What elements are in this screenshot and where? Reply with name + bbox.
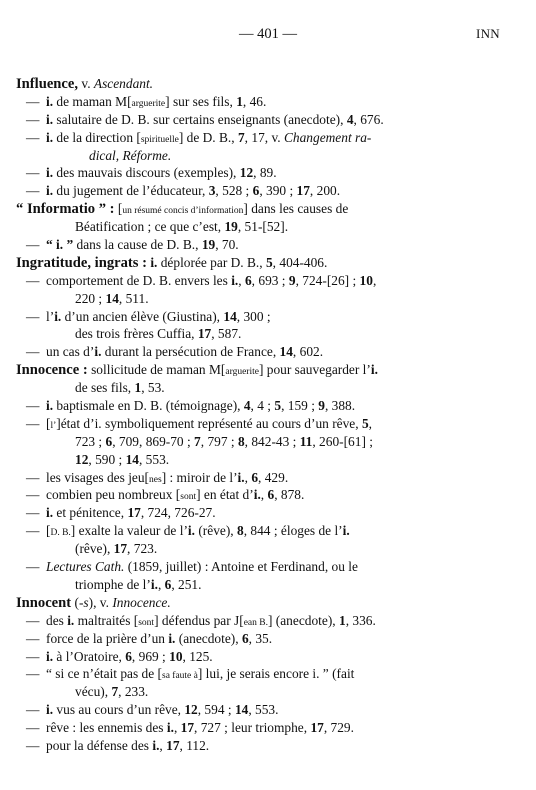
- bold-ref: 8: [237, 433, 245, 449]
- bold-ref: 7: [194, 433, 201, 449]
- entry-text: , 797 ;: [200, 433, 238, 449]
- entry-text: l’: [46, 308, 55, 324]
- editorial-insert: ean B.: [243, 617, 268, 628]
- bold-ref: 17: [197, 326, 212, 342]
- entry-text: ] exalte la valeur de l’: [70, 523, 188, 539]
- entry-text: pour la défense des: [46, 737, 153, 753]
- entry-text: ] : miroir de l’: [161, 469, 238, 485]
- bold-ref: 19: [224, 219, 238, 235]
- headword: Innocent: [16, 594, 72, 611]
- entry-text: ] en état d’: [196, 487, 254, 503]
- entry-text: des mauvais discours (exemples),: [53, 165, 240, 181]
- index-continuation-line: [16, 290, 496, 308]
- bold-ref: i.: [231, 272, 239, 288]
- entry-dash: —: [26, 666, 40, 682]
- bold-ref: 3: [208, 183, 216, 199]
- entry-text: , 336.: [345, 612, 376, 628]
- bold-ref: 6: [244, 272, 252, 288]
- entry-text: de maman M[: [53, 93, 132, 109]
- entry-text: , 553.: [248, 702, 279, 718]
- index-subentry-line: [16, 665, 496, 683]
- entry-text: ] (anecdote),: [267, 612, 339, 628]
- entry-text: , 390 ;: [259, 183, 297, 199]
- entry-text: du jugement de l’éducateur,: [53, 183, 209, 199]
- bold-ref: 6: [251, 469, 259, 485]
- entry-text: salutaire de D. B. sur certains enseignants (anecdote),: [53, 111, 347, 127]
- entry-text: ] lui, je serais encore i. ” (fait: [197, 666, 355, 682]
- entry-text: (rêve),: [75, 541, 114, 557]
- bold-ref: i.: [46, 93, 54, 109]
- entry-text: (-: [71, 594, 84, 610]
- index-subentry-line: [16, 415, 496, 433]
- entry-text: rêve : les ennemis des: [46, 720, 167, 736]
- entry-text: , 844 ; éloges de l’: [243, 523, 343, 539]
- index-subentry-line: [16, 111, 496, 129]
- entry-text: dans la cause de D. B.,: [73, 237, 202, 253]
- bold-ref: 17: [113, 541, 128, 557]
- entry-text: force de la prière d’un: [46, 630, 169, 646]
- index-subentry-line: [16, 129, 496, 147]
- bold-ref: i.: [253, 487, 261, 503]
- index-subentry-line: [16, 701, 496, 719]
- entry-text: , 602.: [292, 344, 324, 360]
- bold-ref: 12: [75, 451, 89, 467]
- italic-text: dical, Réforme.: [89, 147, 172, 163]
- bold-ref: 14: [223, 308, 237, 324]
- entry-text: , 251.: [171, 576, 202, 592]
- index-subentry-line: [16, 486, 496, 504]
- bold-ref: i.: [46, 398, 54, 414]
- entry-text: vus au cours d’un rêve,: [53, 702, 185, 718]
- bold-ref: i.: [370, 362, 378, 378]
- bold-ref: i.: [150, 254, 158, 270]
- bold-ref: 14: [234, 702, 249, 718]
- editorial-insert: D. B.: [50, 528, 71, 539]
- entry-text: , 594 ;: [197, 702, 235, 718]
- entry-text: , 388.: [324, 398, 356, 414]
- bold-ref: i.: [152, 737, 160, 753]
- entry-dash: —: [26, 630, 40, 646]
- entry-text: (anecdote),: [175, 630, 242, 646]
- entry-text: 220 ;: [75, 290, 106, 306]
- entry-dash: —: [26, 272, 40, 288]
- bold-ref: i.: [46, 183, 54, 199]
- entry-text: , 125.: [182, 648, 213, 664]
- headword: Influence,: [16, 76, 79, 92]
- entry-text: , 878.: [274, 487, 305, 503]
- italic-text: Ascendant.: [93, 76, 154, 91]
- bold-ref: 17: [127, 505, 141, 521]
- index-subentry-line: [16, 236, 496, 254]
- entry-text: , 842-43 ;: [244, 433, 300, 449]
- bold-ref: 6: [241, 630, 249, 646]
- entry-text: baptismale en D. B. (témoignage),: [53, 398, 244, 414]
- entry-text: ,: [260, 487, 268, 503]
- page-header: [0, 26, 536, 44]
- entry-text: , 528 ;: [215, 183, 253, 199]
- bold-ref: i.: [168, 630, 176, 646]
- entry-text: , 70.: [215, 237, 239, 253]
- index-subentry-line: [16, 648, 496, 666]
- entry-text: , 159 ;: [281, 398, 319, 414]
- entry-text: , 53.: [141, 380, 165, 396]
- entry-text: , 260-[61] ;: [312, 433, 373, 449]
- entry-text: , 4 ;: [250, 398, 275, 414]
- entry-text: ,: [173, 720, 181, 736]
- entry-text: [: [46, 415, 51, 431]
- entry-text: ] de D. B.,: [178, 129, 238, 145]
- entry-text: , 233.: [118, 684, 149, 700]
- bold-ref: i.: [187, 523, 195, 539]
- bold-ref: 1: [134, 380, 142, 396]
- entry-text: , 17, v.: [244, 129, 284, 145]
- entry-text: ] sur ses fils,: [165, 93, 237, 109]
- entry-text: ,: [157, 576, 165, 592]
- bold-ref: 14: [105, 290, 119, 306]
- entry-text: , 590 ;: [88, 451, 126, 467]
- entry-text: , 724, 726-27.: [140, 505, 216, 521]
- entry-dash: —: [26, 612, 40, 628]
- index-continuation-line: [16, 218, 496, 236]
- bold-ref: 4: [346, 111, 354, 127]
- bold-ref: 5: [361, 415, 369, 431]
- index-continuation-line: [16, 540, 496, 558]
- entry-text: ), v.: [88, 594, 113, 610]
- entry-dash: —: [26, 308, 40, 324]
- entry-text: , 724-[26] ;: [295, 272, 360, 288]
- entry-text: , 727 ; leur triomphe,: [194, 720, 311, 736]
- entry-dash: —: [26, 111, 40, 127]
- entry-dash: —: [26, 648, 40, 664]
- bold-ref: 6: [125, 648, 132, 664]
- bold-ref: 10: [169, 648, 183, 664]
- entry-text: de ses fils,: [75, 380, 135, 396]
- entry-dash: —: [26, 505, 40, 521]
- entry-dash: —: [26, 129, 40, 145]
- entry-text: , 51-[52].: [237, 219, 289, 235]
- index-continuation-line: [16, 683, 496, 701]
- entry-text: sollicitude de maman M[: [87, 362, 226, 378]
- entry-text: des: [46, 612, 68, 628]
- bold-ref: 5: [265, 254, 273, 270]
- entry-text: un cas d’: [46, 344, 95, 360]
- bold-ref: 14: [125, 451, 139, 467]
- entry-text: comportement de D. B. envers les: [46, 272, 232, 288]
- index-subentry-line: [16, 630, 496, 648]
- entry-dash: —: [26, 720, 40, 736]
- editorial-insert: sont: [138, 617, 155, 628]
- bold-ref: “ i. ”: [46, 237, 74, 253]
- bold-ref: 7: [111, 684, 119, 700]
- entry-text: et pénitence,: [53, 505, 128, 521]
- bold-ref: 9: [318, 398, 325, 414]
- entry-text: , 35.: [248, 630, 273, 646]
- bold-ref: 6: [105, 433, 113, 449]
- entry-text: de la direction [: [53, 129, 141, 145]
- index-headword-line: [16, 361, 496, 379]
- bold-ref: 14: [279, 344, 293, 360]
- bold-ref: 5: [274, 398, 282, 414]
- entry-text: “ si ce n’était pas de [: [46, 666, 162, 682]
- entry-text: ,: [372, 272, 377, 288]
- bold-ref: 11: [299, 433, 313, 449]
- entry-dash: —: [26, 559, 40, 575]
- entry-dash: —: [26, 344, 40, 360]
- headword: Ingratitude, ingrats :: [16, 254, 147, 271]
- entry-text: 723 ;: [75, 433, 106, 449]
- bold-ref: i.: [237, 469, 245, 485]
- entry-text: durant la persécution de France,: [101, 344, 280, 360]
- italic-text: s: [83, 594, 89, 610]
- editorial-insert: arguerite: [225, 367, 259, 378]
- index-continuation-line: [16, 433, 496, 451]
- bold-ref: i.: [46, 129, 54, 145]
- bold-ref: i.: [54, 308, 62, 324]
- entry-text: , 969 ;: [131, 648, 170, 664]
- bold-ref: i.: [150, 576, 158, 592]
- entry-text: , 429.: [258, 469, 289, 485]
- index-headword-line: [16, 254, 496, 272]
- entry-text: à l’Oratoire,: [53, 648, 126, 664]
- bold-ref: 17: [296, 183, 310, 199]
- entry-dash: —: [26, 415, 40, 431]
- entry-text: combien peu nombreux [: [46, 487, 181, 503]
- entry-text: , 112.: [179, 737, 210, 753]
- entry-text: , 587.: [211, 326, 242, 342]
- bold-ref: i.: [342, 523, 350, 539]
- editorial-insert: sa faute à: [162, 671, 198, 682]
- page-number: — 401 —: [239, 26, 297, 42]
- entry-text: ,: [159, 737, 167, 753]
- bold-ref: i.: [166, 720, 174, 736]
- entry-text: , 723.: [127, 541, 158, 557]
- entry-text: (1859, juillet) : Antoine et Ferdinand, ou le: [124, 559, 358, 575]
- entry-text: , 676.: [353, 111, 384, 127]
- entry-dash: —: [26, 702, 40, 718]
- index-subentry-line: [16, 343, 496, 361]
- entry-text: ] dans les causes de: [243, 201, 349, 217]
- bold-ref: 12: [184, 702, 198, 718]
- entry-dash: —: [26, 523, 40, 539]
- bold-ref: 4: [243, 398, 251, 414]
- bold-ref: 7: [237, 129, 245, 145]
- entry-text: , 709, 869-70 ;: [112, 433, 195, 449]
- italic-text: Changement ra-: [283, 129, 372, 145]
- index-subentry-line: [16, 558, 496, 576]
- index-continuation-line: [16, 379, 496, 397]
- bold-ref: 1: [236, 93, 243, 109]
- entry-text: vécu),: [75, 684, 112, 700]
- entry-text: d’un ancien élève (Giustina),: [61, 308, 224, 324]
- entry-dash: —: [26, 237, 40, 253]
- bold-ref: 6: [164, 576, 172, 592]
- entry-text: v.: [78, 76, 94, 91]
- index-subentry-line: [16, 182, 496, 200]
- bold-ref: i.: [46, 165, 54, 181]
- editorial-insert: nes: [149, 474, 162, 485]
- bold-ref: i.: [46, 505, 54, 521]
- index-subentry-line: [16, 164, 496, 182]
- index-headword-line: [16, 200, 496, 218]
- entry-text: , 729.: [323, 720, 354, 736]
- bold-ref: 12: [239, 165, 254, 181]
- bold-ref: i.: [46, 702, 54, 718]
- entry-text: , 693 ;: [251, 272, 289, 288]
- index-subentry-line: [16, 737, 496, 755]
- entry-text: ]état d’i. symboliquement représenté au cours d’un rêve,: [56, 415, 362, 431]
- editorial-insert: spirituelle: [140, 134, 179, 145]
- editorial-insert: un résumé concis d’information: [122, 206, 244, 217]
- entry-text: ] défendus par J[: [154, 612, 244, 628]
- entry-dash: —: [26, 469, 40, 485]
- index-subentry-line: [16, 469, 496, 487]
- bold-ref: 6: [252, 183, 260, 199]
- index-subentry-line: [16, 719, 496, 737]
- editorial-insert: sont: [180, 492, 197, 503]
- entry-text: ,: [238, 272, 245, 288]
- bold-ref: i.: [46, 648, 54, 664]
- entry-text: , 89.: [253, 165, 277, 181]
- index-subentry-line: [16, 272, 496, 290]
- index-subentry-line: [16, 504, 496, 522]
- entry-text: , 46.: [242, 93, 267, 109]
- entry-text: ,: [244, 469, 252, 485]
- index-continuation-line: [16, 576, 496, 594]
- bold-ref: 17: [310, 720, 324, 736]
- editorial-insert: arguerite: [131, 98, 166, 109]
- bold-ref: 8: [237, 523, 244, 539]
- bold-ref: 10: [359, 272, 373, 288]
- bold-ref: i.: [46, 111, 54, 127]
- bold-ref: 17: [166, 737, 180, 753]
- entry-text: (rêve),: [194, 523, 237, 539]
- entry-text: maltraités [: [74, 612, 139, 628]
- index-subentry-line: [16, 397, 496, 415]
- entry-text: ] pour sauvegarder l’: [258, 362, 371, 378]
- index-continuation-line: [16, 451, 496, 469]
- entry-dash: —: [26, 737, 40, 753]
- bold-ref: 1: [338, 612, 346, 628]
- bold-ref: 9: [288, 272, 296, 288]
- entry-text: , 553.: [138, 451, 170, 467]
- index-headword-line: [16, 75, 496, 93]
- entry-text: ,: [368, 415, 372, 431]
- index-continuation-line: [16, 325, 496, 343]
- entry-text: , 200.: [309, 183, 341, 199]
- italic-text: Lectures Cath.: [46, 559, 125, 575]
- entry-text: des trois frères Cuffia,: [75, 326, 198, 342]
- running-head: INN: [475, 26, 500, 41]
- index-subentry-line: [16, 93, 496, 111]
- entry-dash: —: [26, 398, 40, 414]
- italic-text: Innocence.: [112, 594, 171, 610]
- entry-text: triomphe de l’: [75, 576, 151, 592]
- entry-text: Béatification ; ce que c’est,: [75, 219, 225, 235]
- index-subentry-line: [16, 522, 496, 540]
- index-subentry-line: [16, 308, 496, 326]
- entry-text: , 300 ;: [236, 308, 271, 324]
- entry-text: déplorée par D. B.,: [157, 254, 266, 270]
- index-continuation-line: [16, 147, 496, 165]
- entry-text: , 511.: [118, 290, 149, 306]
- entry-dash: —: [26, 183, 40, 199]
- headword: “ Informatio ” :: [16, 201, 115, 218]
- index-subentry-line: [16, 612, 496, 630]
- entry-dash: —: [26, 487, 40, 503]
- entry-dash: —: [26, 93, 40, 109]
- headword: Innocence :: [16, 362, 88, 379]
- entry-text: [: [46, 523, 51, 539]
- bold-ref: 19: [201, 237, 216, 253]
- entry-text: [: [114, 201, 123, 217]
- editorial-insert: l’: [50, 420, 57, 431]
- entry-text: les visages des jeu[: [46, 469, 150, 485]
- bold-ref: 17: [180, 720, 195, 736]
- entry-dash: —: [26, 165, 40, 181]
- index-entries: [16, 75, 496, 755]
- bold-ref: i.: [67, 612, 75, 628]
- bold-ref: i.: [94, 344, 102, 360]
- bold-ref: 6: [267, 487, 275, 503]
- index-headword-line: [16, 594, 496, 612]
- entry-text: , 404-406.: [272, 254, 328, 270]
